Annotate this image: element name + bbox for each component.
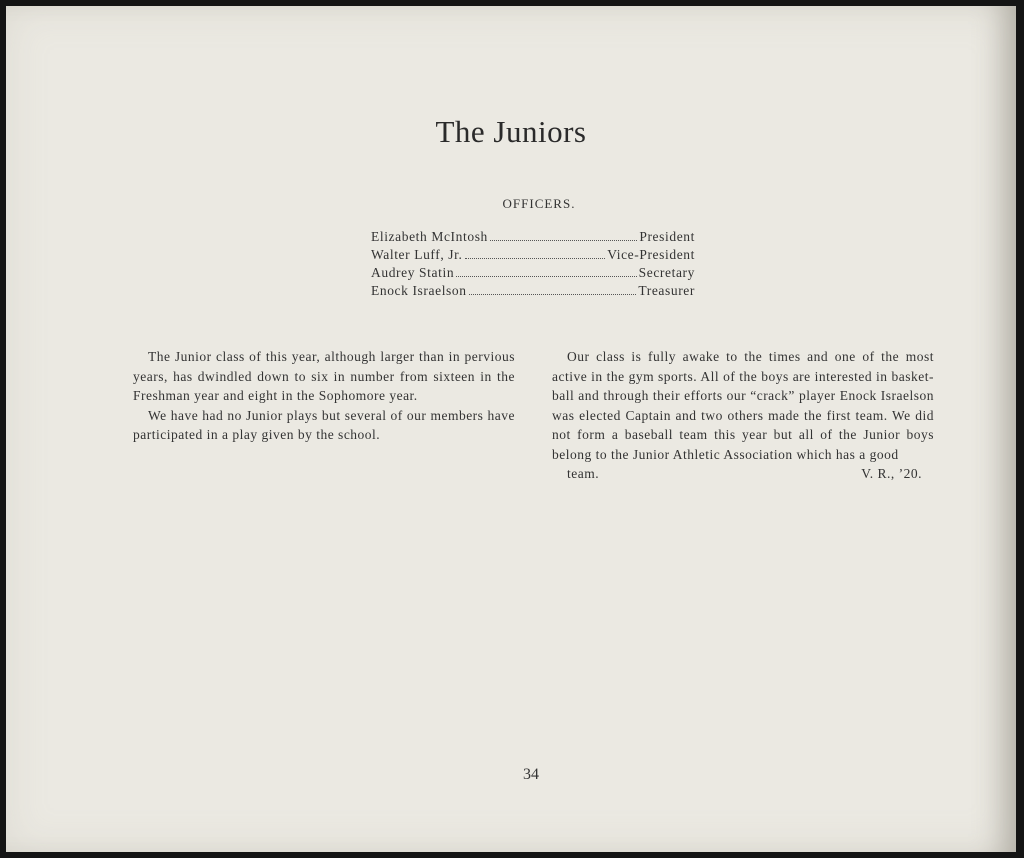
author-signature: V. R., ’20. [861, 466, 922, 481]
leader-dots [456, 264, 636, 277]
officer-row [371, 264, 695, 282]
page-title: The Juniors [435, 114, 587, 149]
officer-row [371, 282, 695, 300]
leader-dots [490, 228, 637, 241]
officer-name: Audrey Statin [371, 265, 455, 280]
officer-role: Secretary [638, 265, 695, 280]
right-paragraph-1: Our class is fully awake to the times and one of the most active in the gym sports. All of the boys are interested in basket-ball and through their efforts our “crack” player Enock Israelson was elected Captain and two others made the first team. We did not form a baseball team this year but all of the Junior boys belong to the Junior Athletic Association which has a good [552, 349, 934, 462]
officer-role: Treasurer [638, 283, 695, 298]
officer-row [371, 228, 695, 246]
officer-name: Walter Luff, Jr. [371, 247, 463, 262]
officers-list [371, 228, 695, 300]
left-paragraph-2: We have had no Junior plays but several of our members have participated in a play given by the school. [133, 407, 515, 442]
last-word: team. [567, 466, 600, 481]
officer-row [371, 246, 695, 264]
officer-name: Elizabeth McIntosh [371, 229, 488, 244]
left-column [133, 347, 515, 445]
leader-dots [469, 282, 637, 295]
leader-dots [465, 246, 606, 259]
page-number: 34 [523, 766, 539, 783]
document-page [6, 6, 1016, 852]
officer-role: President [639, 229, 695, 244]
officer-role: Vice-President [607, 247, 695, 262]
officer-name: Enock Israelson [371, 283, 467, 298]
right-column [552, 347, 934, 484]
officers-heading: OFFICERS. [502, 196, 576, 211]
left-paragraph-1: The Junior class of this year, although larger than in pervious years, has dwindled down to six in number from sixteen in the Freshman year and eight in the Sophomore year. [133, 349, 515, 403]
signature-line [552, 464, 934, 484]
